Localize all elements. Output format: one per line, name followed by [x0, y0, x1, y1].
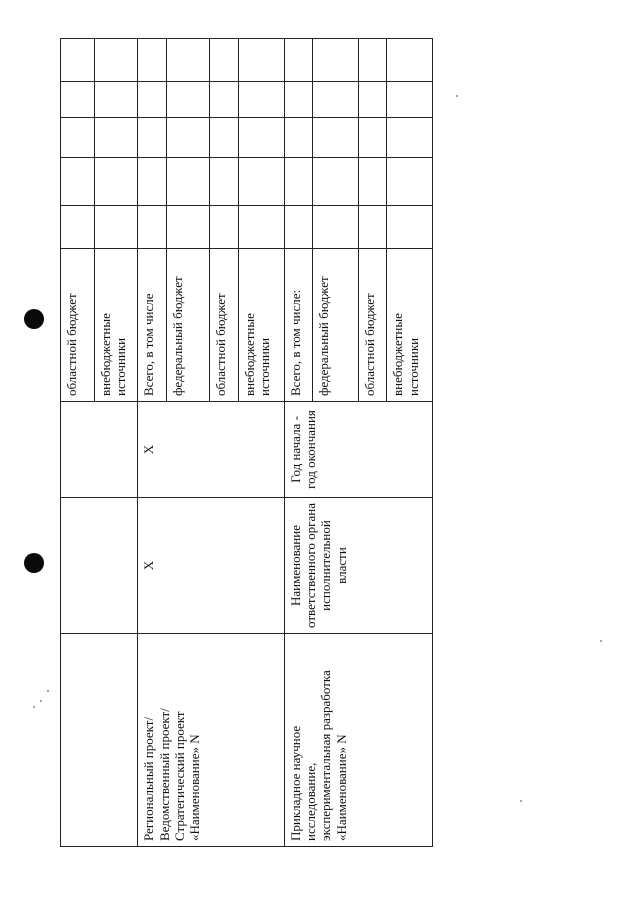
project-line: Ведомственный проект/: [156, 708, 172, 841]
value-cell: [313, 158, 359, 206]
value-cell: [387, 158, 433, 206]
research-line: экспериментальная разработка: [318, 670, 334, 841]
x-mark-cell: X: [138, 402, 284, 498]
project-line: Региональный проект/: [141, 716, 157, 841]
value-cell: [358, 82, 386, 118]
value-cell: [138, 158, 166, 206]
value-cell: [61, 82, 95, 118]
period-cell: Год начала - год окончания: [284, 402, 432, 498]
value-cell: [166, 118, 210, 158]
project-line: Стратегический проект: [171, 711, 187, 841]
research-line: исследование,: [302, 762, 318, 841]
value-cell: [138, 39, 166, 82]
value-cell: [313, 118, 359, 158]
value-cell: [238, 39, 284, 82]
value-cell: [387, 39, 433, 82]
financing-table: [60, 38, 433, 847]
value-cell: [284, 39, 312, 82]
responsible-organ-cell: Наименование ответственного органа исполнительной власти: [284, 498, 432, 634]
source-cell: внебюджетные источники: [387, 249, 433, 402]
value-cell: [210, 118, 238, 158]
value-cell: [94, 82, 138, 118]
source-cell: федеральный бюджет: [313, 249, 359, 402]
value-cell: [210, 158, 238, 206]
value-cell: [138, 206, 166, 249]
value-cell: [387, 118, 433, 158]
value-cell: [387, 82, 433, 118]
source-cell: внебюджетные источники: [94, 249, 138, 402]
value-cell: [284, 82, 312, 118]
source-cell: федеральный бюджет: [166, 249, 210, 402]
table-row: [284, 39, 312, 847]
project-name-cell: [138, 634, 284, 847]
value-cell: [94, 118, 138, 158]
empty-cell: [61, 634, 138, 847]
scan-speck: [520, 800, 522, 802]
scan-speck: [600, 640, 602, 642]
research-line: «Наименование» N: [333, 734, 349, 841]
value-cell: [358, 118, 386, 158]
punch-hole-bottom: [24, 553, 44, 573]
value-cell: [138, 118, 166, 158]
empty-cell: [61, 402, 138, 498]
scan-speck: [456, 95, 458, 97]
value-cell: [166, 39, 210, 82]
value-cell: [358, 206, 386, 249]
value-cell: [210, 206, 238, 249]
value-cell: [210, 82, 238, 118]
punch-hole-top: [24, 309, 44, 329]
value-cell: [61, 158, 95, 206]
table-row: [138, 39, 166, 847]
source-cell: областной бюджет: [61, 249, 95, 402]
value-cell: [61, 206, 95, 249]
value-cell: [94, 39, 138, 82]
project-line: «Наименование» N: [187, 734, 203, 841]
value-cell: [138, 82, 166, 118]
value-cell: [166, 82, 210, 118]
value-cell: [61, 39, 95, 82]
value-cell: [238, 82, 284, 118]
value-cell: [166, 206, 210, 249]
source-cell: областной бюджет: [210, 249, 238, 402]
value-cell: [94, 158, 138, 206]
value-cell: [284, 158, 312, 206]
value-cell: [387, 206, 433, 249]
source-cell: областной бюджет: [358, 249, 386, 402]
value-cell: [238, 206, 284, 249]
table-row: [61, 39, 95, 847]
source-cell: внебюджетные источники: [238, 249, 284, 402]
empty-cell: [61, 498, 138, 634]
value-cell: [284, 206, 312, 249]
scan-speck: [33, 706, 35, 708]
source-cell: Всего, в том числе:: [284, 249, 312, 402]
x-mark-cell: X: [138, 498, 284, 634]
research-name-cell: [284, 634, 432, 847]
value-cell: [238, 118, 284, 158]
value-cell: [166, 158, 210, 206]
value-cell: [238, 158, 284, 206]
scan-speck: [40, 700, 42, 702]
research-line: Прикладное научное: [287, 725, 303, 841]
value-cell: [210, 39, 238, 82]
value-cell: [61, 118, 95, 158]
source-cell: Всего, в том числе: [138, 249, 166, 402]
scan-speck: [47, 690, 49, 692]
rotated-table: [60, 39, 433, 847]
value-cell: [358, 39, 386, 82]
value-cell: [94, 206, 138, 249]
value-cell: [313, 39, 359, 82]
value-cell: [313, 82, 359, 118]
value-cell: [358, 158, 386, 206]
value-cell: [284, 118, 312, 158]
value-cell: [313, 206, 359, 249]
